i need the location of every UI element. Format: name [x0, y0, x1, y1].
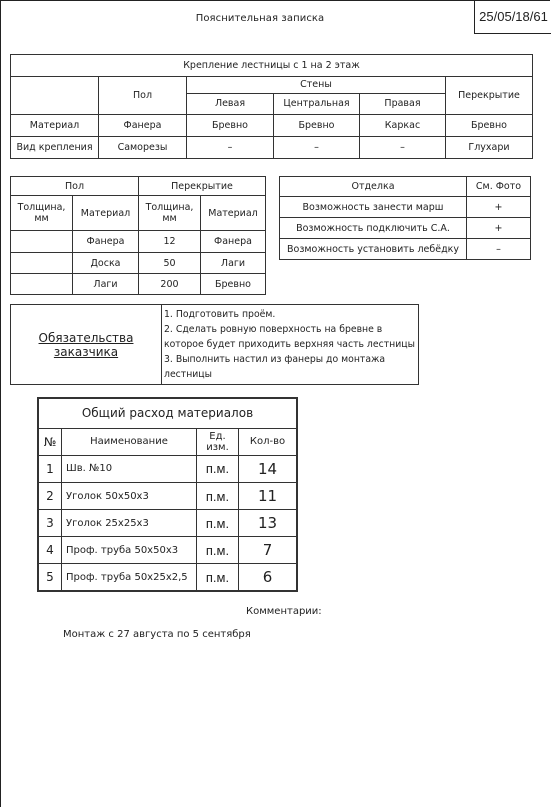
cell-num: 5 — [38, 564, 62, 591]
document-title: Пояснительная записка — [195, 13, 325, 24]
cell-ceiling: Глухари — [446, 137, 533, 159]
cell-central: Бревно — [274, 114, 360, 137]
cell-unit: п.м. — [197, 564, 239, 591]
cell-name: Проф. труба 50х50х3 — [62, 537, 197, 564]
layers-header-material: Материал — [201, 196, 266, 231]
cell-qty: 11 — [239, 482, 298, 509]
materials-header-num: № — [38, 428, 62, 455]
cell-ceiling-material: Лаги — [201, 253, 266, 274]
comments-label: Комментарии: — [246, 606, 322, 617]
obligations-table — [10, 304, 419, 385]
cell-floor-material: Лаги — [73, 274, 139, 295]
cell-num: 3 — [38, 510, 62, 537]
cell-unit: п.м. — [197, 455, 239, 482]
cell-floor: Фанера — [99, 114, 187, 137]
layers-table — [10, 176, 266, 295]
table-row — [11, 253, 266, 274]
obligation-item: 1. Подготовить проём. — [164, 309, 276, 320]
cell-num: 2 — [38, 482, 62, 509]
cell-qty: 13 — [239, 510, 298, 537]
cell-qty: 6 — [239, 564, 298, 591]
table-row — [11, 137, 533, 159]
fastening-caption: Крепление лестницы с 1 на 2 этаж — [11, 55, 533, 77]
comments-text: Монтаж с 27 августа по 5 сентября — [63, 629, 251, 640]
finish-value: – — [467, 239, 531, 260]
table-row — [38, 482, 297, 509]
cell-ceiling-thickness: 50 — [139, 253, 201, 274]
table-row — [38, 564, 297, 591]
cell-name: Уголок 50х50х3 — [62, 482, 197, 509]
row-label: Материал — [11, 114, 99, 137]
fastening-header-floor: Пол — [99, 76, 187, 114]
obligation-item: 3. Выполнить настил из фанеры до монтажа лестницы — [164, 354, 386, 380]
table-row — [280, 197, 531, 218]
cell-floor-material: Доска — [73, 253, 139, 274]
cell-ceiling: Бревно — [446, 114, 533, 137]
cell-right: – — [360, 137, 446, 159]
cell-name: Проф. труба 50х25х2,5 — [62, 564, 197, 591]
cell-ceiling-thickness: 200 — [139, 274, 201, 295]
layers-header-floor: Пол — [11, 177, 139, 196]
layers-header-ceiling: Перекрытие — [139, 177, 266, 196]
materials-caption: Общий расход материалов — [38, 398, 297, 428]
cell-unit: п.м. — [197, 537, 239, 564]
layers-header-material: Материал — [73, 196, 139, 231]
fastening-header-left: Левая — [187, 93, 274, 114]
obligations-label: Обязательства заказчика — [11, 305, 162, 385]
cell-num: 1 — [38, 455, 62, 482]
photo-header: См. Фото — [467, 177, 531, 197]
materials-table — [37, 397, 298, 592]
obligation-item: 2. Сделать ровную поверхность на бревне в которое будет приходить верхняя часть лестницы — [164, 324, 415, 350]
cell-floor-thickness — [11, 274, 73, 295]
document-number: 25/05/18/61 — [474, 0, 551, 34]
cell-ceiling-material: Бревно — [201, 274, 266, 295]
table-row — [38, 537, 297, 564]
cell-unit: п.м. — [197, 510, 239, 537]
cell-qty: 7 — [239, 537, 298, 564]
table-row — [280, 239, 531, 260]
fastening-header-walls: Стены — [187, 76, 446, 93]
table-row — [11, 274, 266, 295]
cell-right: Каркас — [360, 114, 446, 137]
materials-header-qty: Кол-во — [239, 428, 298, 455]
table-row — [38, 455, 297, 482]
fastening-table — [10, 54, 533, 159]
cell-left: – — [187, 137, 274, 159]
row-label: Вид крепления — [11, 137, 99, 159]
cell-qty: 14 — [239, 455, 298, 482]
fastening-header-right: Правая — [360, 93, 446, 114]
finish-label: Возможность занести марш — [280, 197, 467, 218]
finish-value: + — [467, 218, 531, 239]
cell-ceiling-thickness: 12 — [139, 231, 201, 253]
materials-header-unit: Ед. изм. — [197, 428, 239, 455]
finish-table — [279, 176, 531, 260]
cell-floor-thickness — [11, 231, 73, 253]
table-row — [11, 114, 533, 137]
finish-label: Возможность подключить С.А. — [280, 218, 467, 239]
cell-name: Уголок 25х25х3 — [62, 510, 197, 537]
fastening-corner-cell — [11, 76, 99, 114]
cell-num: 4 — [38, 537, 62, 564]
finish-label: Возможность установить лебёдку — [280, 239, 467, 260]
fastening-header-ceiling: Перекрытие — [446, 76, 533, 114]
obligations-list — [162, 305, 419, 385]
materials-header-name: Наименование — [62, 428, 197, 455]
cell-ceiling-material: Фанера — [201, 231, 266, 253]
cell-central: – — [274, 137, 360, 159]
table-row — [280, 218, 531, 239]
cell-left: Бревно — [187, 114, 274, 137]
cell-floor-material: Фанера — [73, 231, 139, 253]
cell-name: Шв. №10 — [62, 455, 197, 482]
cell-floor-thickness — [11, 253, 73, 274]
table-row — [11, 231, 266, 253]
finish-header: Отделка — [280, 177, 467, 197]
cell-unit: п.м. — [197, 482, 239, 509]
fastening-header-central: Центральная — [274, 93, 360, 114]
layers-header-thickness: Толщина, мм — [11, 196, 73, 231]
table-row — [38, 510, 297, 537]
finish-value: + — [467, 197, 531, 218]
layers-header-thickness: Толщина, мм — [139, 196, 201, 231]
cell-floor: Саморезы — [99, 137, 187, 159]
